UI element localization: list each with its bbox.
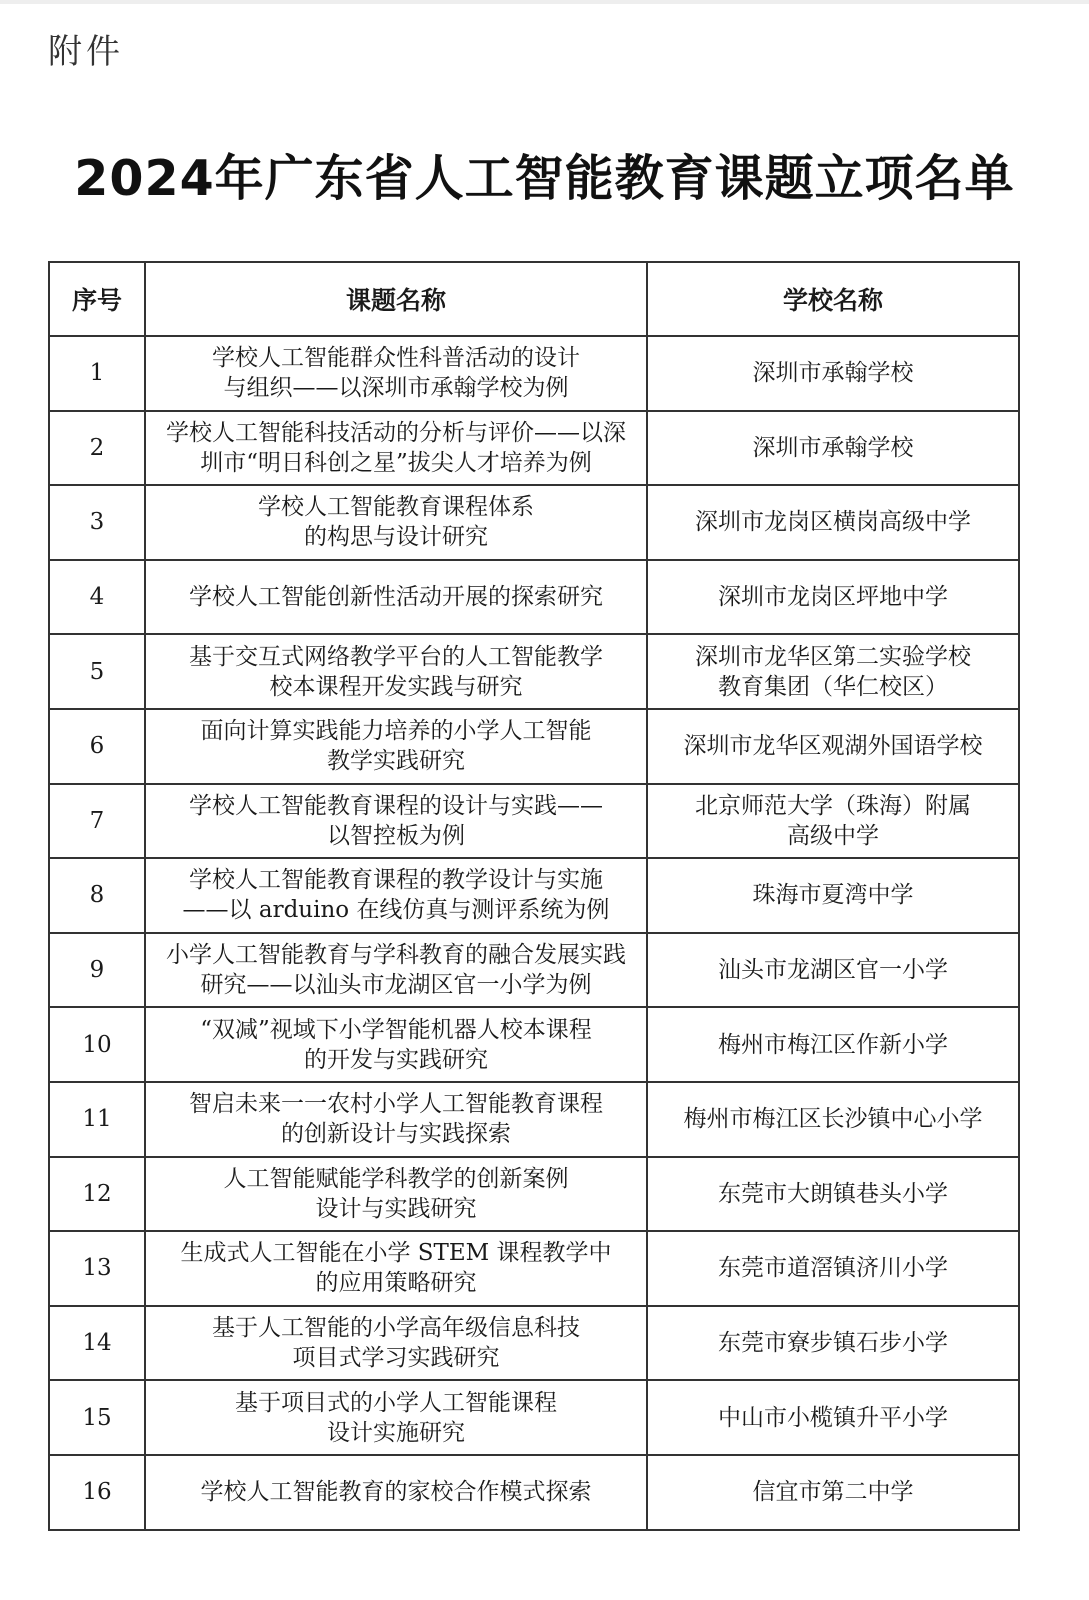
table-row [49,560,1019,635]
serial-number-cell: 11 [49,1082,145,1157]
school-name-cell: 汕头市龙湖区官一小学 [647,933,1019,1008]
topic-name-cell: “双减”视域下小学智能机器人校本课程 的开发与实践研究 [145,1007,647,1082]
serial-number-cell: 3 [49,485,145,560]
table-row [49,858,1019,933]
table-row [49,1380,1019,1455]
table-row [49,1455,1019,1530]
table-row [49,485,1019,560]
table-body [49,336,1019,1530]
serial-number-cell: 14 [49,1306,145,1381]
serial-number-cell: 2 [49,411,145,486]
serial-number-cell: 12 [49,1157,145,1232]
table-row [49,1007,1019,1082]
header-serial-number: 序号 [49,262,145,336]
table-row [49,1082,1019,1157]
school-name-cell: 梅州市梅江区作新小学 [647,1007,1019,1082]
school-name-cell: 信宜市第二中学 [647,1455,1019,1530]
table-row [49,1306,1019,1381]
top-rule [0,0,1089,4]
table-row [49,1157,1019,1232]
table-row [49,933,1019,1008]
serial-number-cell: 13 [49,1231,145,1306]
school-name-cell: 北京师范大学（珠海）附属 高级中学 [647,784,1019,859]
school-name-cell: 深圳市承翰学校 [647,411,1019,486]
school-name-cell: 梅州市梅江区长沙镇中心小学 [647,1082,1019,1157]
topic-name-cell: 学校人工智能教育课程体系 的构思与设计研究 [145,485,647,560]
topic-name-cell: 生成式人工智能在小学 STEM 课程教学中 的应用策略研究 [145,1231,647,1306]
topic-name-cell: 小学人工智能教育与学科教育的融合发展实践 研究——以汕头市龙湖区官一小学为例 [145,933,647,1008]
serial-number-cell: 8 [49,858,145,933]
topic-name-cell: 基于人工智能的小学高年级信息科技 项目式学习实践研究 [145,1306,647,1381]
table-row [49,634,1019,709]
topic-name-cell: 基于项目式的小学人工智能课程 设计实施研究 [145,1380,647,1455]
project-list-table [48,261,1020,1531]
school-name-cell: 深圳市龙岗区横岗高级中学 [647,485,1019,560]
header-school-name: 学校名称 [647,262,1019,336]
serial-number-cell: 10 [49,1007,145,1082]
school-name-cell: 珠海市夏湾中学 [647,858,1019,933]
serial-number-cell: 16 [49,1455,145,1530]
topic-name-cell: 基于交互式网络教学平台的人工智能教学 校本课程开发实践与研究 [145,634,647,709]
school-name-cell: 深圳市承翰学校 [647,336,1019,411]
topic-name-cell: 学校人工智能科技活动的分析与评价——以深 圳市“明日科创之星”拔尖人才培养为例 [145,411,647,486]
table-row [49,411,1019,486]
attachment-label: 附件 [48,32,124,72]
document-title: 2024年广东省人工智能教育课题立项名单 [74,150,1015,207]
school-name-cell: 东莞市寮步镇石步小学 [647,1306,1019,1381]
school-name-cell: 深圳市龙华区第二实验学校 教育集团（华仁校区） [647,634,1019,709]
topic-name-cell: 智启未来一一农村小学人工智能教育课程 的创新设计与实践探索 [145,1082,647,1157]
topic-name-cell: 面向计算实践能力培养的小学人工智能 教学实践研究 [145,709,647,784]
topic-name-cell: 学校人工智能教育课程的教学设计与实施 ——以 arduino 在线仿真与测评系统为例 [145,858,647,933]
serial-number-cell: 1 [49,336,145,411]
serial-number-cell: 7 [49,784,145,859]
school-name-cell: 东莞市大朗镇巷头小学 [647,1157,1019,1232]
serial-number-cell: 15 [49,1380,145,1455]
school-name-cell: 深圳市龙华区观湖外国语学校 [647,709,1019,784]
school-name-cell: 深圳市龙岗区坪地中学 [647,560,1019,635]
table-row [49,784,1019,859]
school-name-cell: 中山市小榄镇升平小学 [647,1380,1019,1455]
header-topic-name: 课题名称 [145,262,647,336]
topic-name-cell: 学校人工智能群众性科普活动的设计 与组织——以深圳市承翰学校为例 [145,336,647,411]
serial-number-cell: 9 [49,933,145,1008]
table-row [49,1231,1019,1306]
topic-name-cell: 学校人工智能创新性活动开展的探索研究 [145,560,647,635]
serial-number-cell: 4 [49,560,145,635]
table-header-row [49,262,1019,336]
table-row [49,336,1019,411]
school-name-cell: 东莞市道滘镇济川小学 [647,1231,1019,1306]
topic-name-cell: 人工智能赋能学科教学的创新案例 设计与实践研究 [145,1157,647,1232]
serial-number-cell: 5 [49,634,145,709]
table-row [49,709,1019,784]
topic-name-cell: 学校人工智能教育课程的设计与实践—— 以智控板为例 [145,784,647,859]
serial-number-cell: 6 [49,709,145,784]
topic-name-cell: 学校人工智能教育的家校合作模式探索 [145,1455,647,1530]
